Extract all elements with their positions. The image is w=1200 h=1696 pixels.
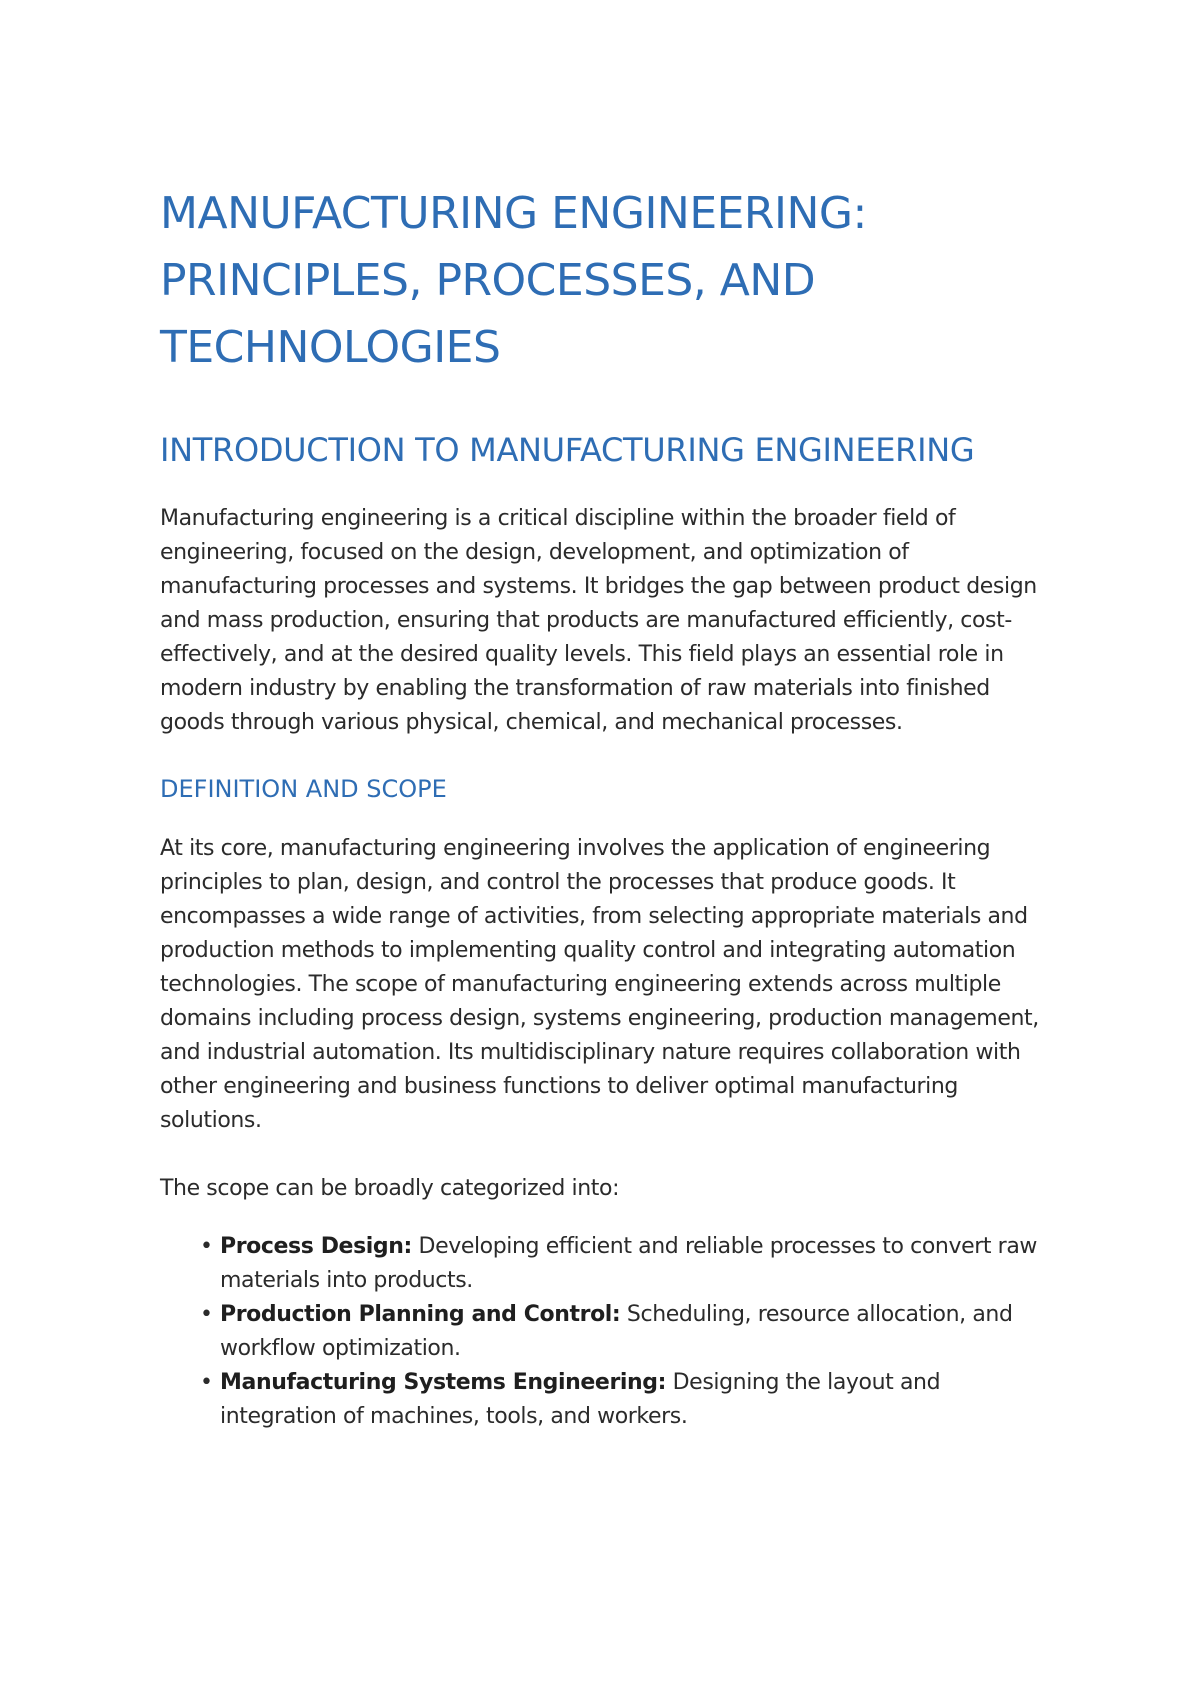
scope-lead-in: The scope can be broadly categorized into:	[160, 1176, 620, 1201]
list-item	[200, 1230, 1060, 1298]
definition-paragraph: At its core, manufacturing engineering involves the application of engineering principles to plan, design, and control the processes that produce goods. It encompasses a wide range of activities, from selecting appropriate materials and production methods to implementing quality control and integrating automation technologies. The scope of manufacturing engineering extends across multiple domains including process design, systems engineering, production management, and industrial automation. Its multidisciplinary nature requires collaboration with other engineering and business functions to deliver optimal manufacturing solutions.	[160, 836, 1039, 1133]
list-item	[200, 1298, 1060, 1366]
list-item-term: Manufacturing Systems Engineering:	[220, 1370, 667, 1395]
list-item-text: Developing efficient and reliable processes to convert raw materials into products.	[220, 1234, 1037, 1293]
section-heading-introduction: INTRODUCTION TO MANUFACTURING ENGINEERING	[160, 431, 975, 469]
list-item	[200, 1366, 1060, 1434]
document-page	[160, 180, 1060, 1434]
subsection-heading-definition-scope: DEFINITION AND SCOPE	[160, 775, 447, 803]
document-title: MANUFACTURING ENGINEERING: PRINCIPLES, PROCESSES, AND TECHNOLOGIES	[160, 188, 867, 373]
scope-list	[160, 1230, 1060, 1434]
bullet-icon: •	[200, 1370, 213, 1395]
list-item-term: Process Design:	[220, 1234, 412, 1259]
bullet-icon: •	[200, 1234, 213, 1259]
bullet-icon: •	[200, 1302, 213, 1327]
list-item-text: Designing the layout and integration of machines, tools, and workers.	[220, 1370, 941, 1429]
list-item-term: Production Planning and Control:	[220, 1302, 621, 1327]
list-item-text: Scheduling, resource allocation, and workflow optimization.	[220, 1302, 1013, 1361]
introduction-paragraph: Manufacturing engineering is a critical discipline within the broader field of engineering, focused on the design, development, and optimization of manufacturing processes and systems. It bridges the gap between product design and mass production, ensuring that products are manufactured efficiently, cost-effectively, and at the desired quality levels. This field plays an essential role in modern industry by enabling the transformation of raw materials into finished goods through various physical, chemical, and mechanical processes.	[160, 506, 1037, 735]
